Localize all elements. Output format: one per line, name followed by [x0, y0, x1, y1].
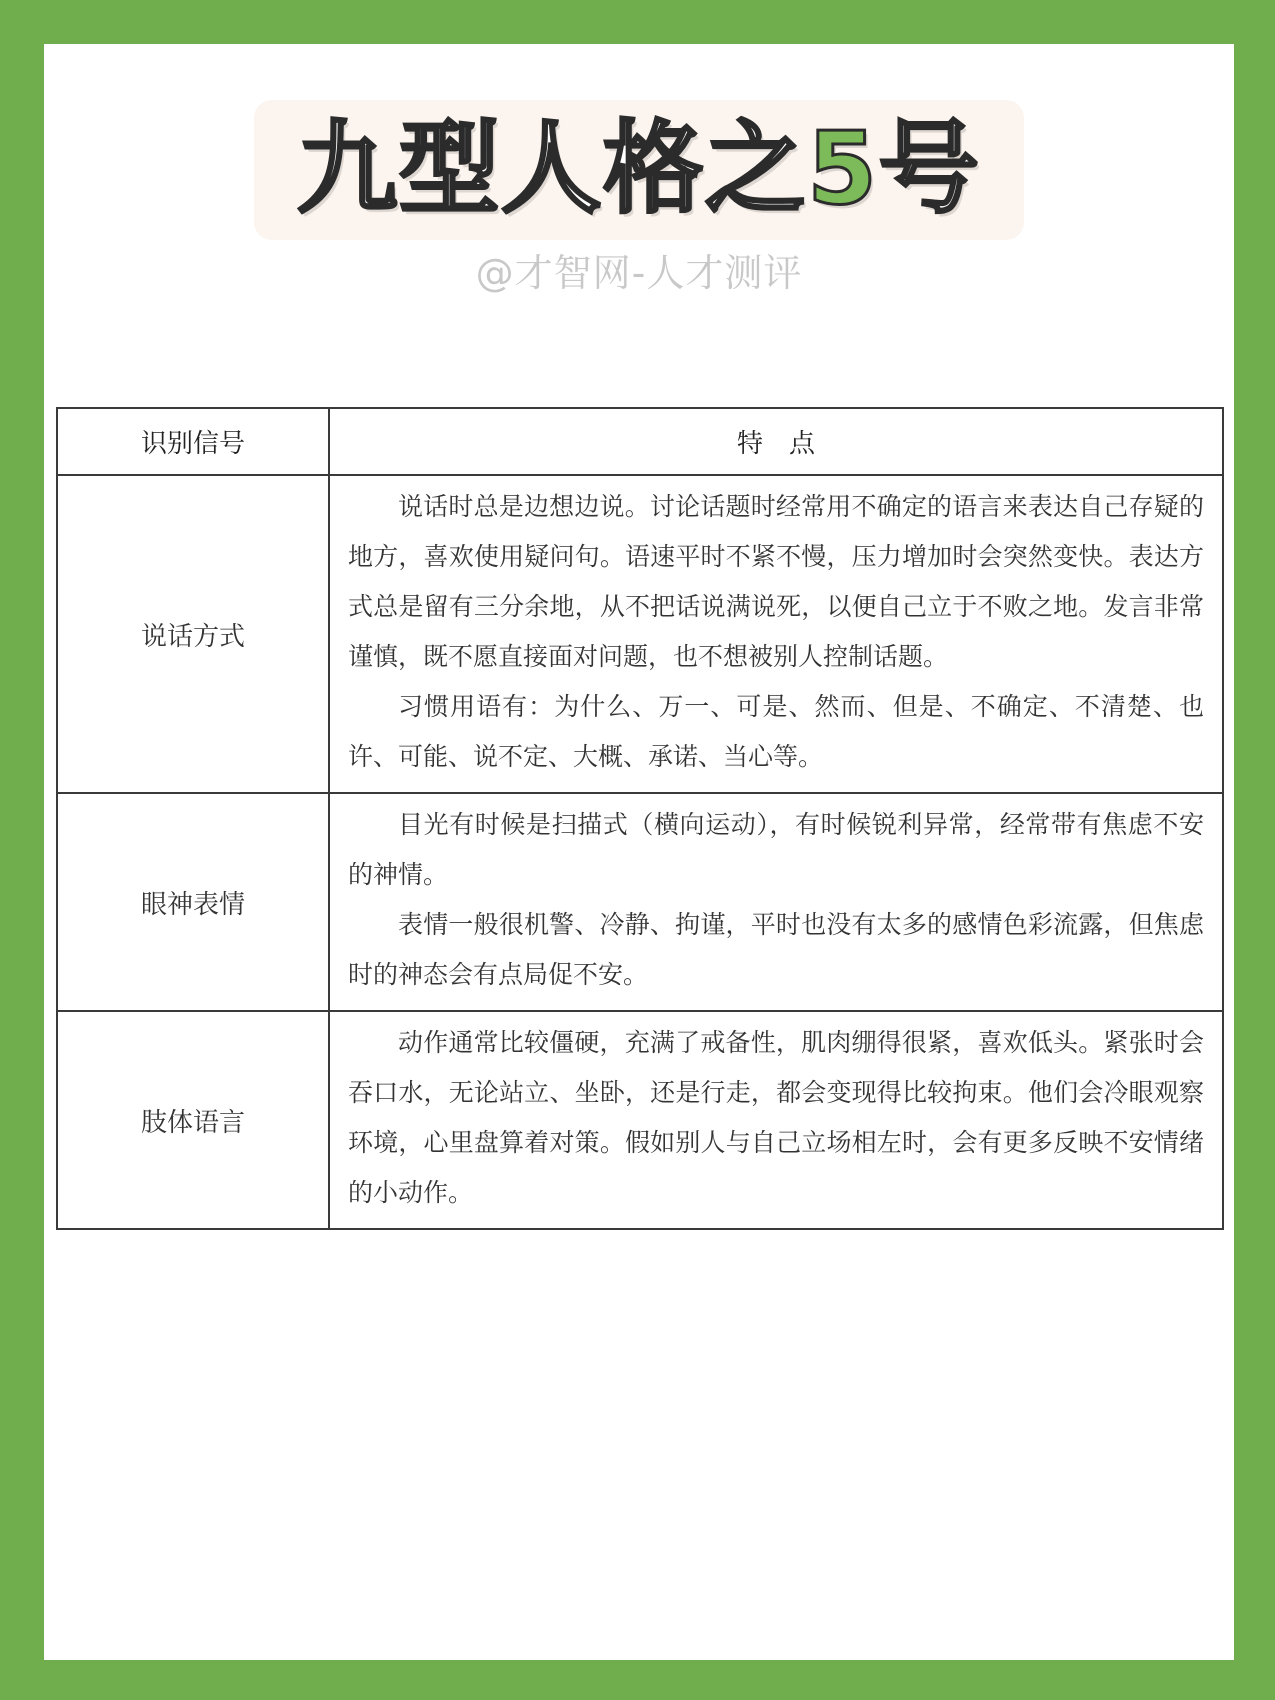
- watermark-credit: @才智网-人才测评: [475, 251, 803, 295]
- trait-table: [56, 407, 1224, 1230]
- paragraph: 目光有时候是扫描式（横向运动），有时候锐利异常，经常带有焦虑不安的神情。: [348, 810, 1204, 889]
- paragraph: 习惯用语有：为什么、万一、可是、然而、但是、不确定、不清楚、也许、可能、说不定、大概、承诺、当心等。: [348, 692, 1204, 771]
- table-row: [57, 475, 1223, 793]
- paragraph: 动作通常比较僵硬，充满了戒备性，肌肉绷得很紧，喜欢低头。紧张时会吞口水，无论站立、坐卧，还是行走，都会变现得比较拘束。他们会冷眼观察环境，心里盘算着对策。假如别人与自己立场相左时，会有更多反映不安情绪的小动作。: [348, 1028, 1204, 1207]
- content-card: [44, 44, 1234, 1660]
- row-content-expression: [329, 793, 1223, 1011]
- row-content-speech: [329, 475, 1223, 793]
- row-label-speech: 说话方式: [57, 475, 329, 793]
- row-label-expression: 眼神表情: [57, 793, 329, 1011]
- header-signal: 识别信号: [57, 408, 329, 475]
- page-title: [297, 110, 981, 227]
- title-banner: [254, 100, 1024, 240]
- table-row: [57, 1011, 1223, 1229]
- header-traits: 特 点: [329, 408, 1223, 475]
- row-content-body-language: [329, 1011, 1223, 1229]
- title-number: 5: [807, 110, 879, 227]
- table-row: [57, 793, 1223, 1011]
- title-text: 九型人格之: [297, 110, 808, 227]
- row-label-body-language: 肢体语言: [57, 1011, 329, 1229]
- paragraph: 表情一般很机警、冷静、拘谨，平时也没有太多的感情色彩流露，但焦虑时的神态会有点局促不安。: [348, 910, 1204, 989]
- title-suffix: 号: [878, 110, 981, 227]
- table-header-row: [57, 408, 1223, 475]
- paragraph: 说话时总是边想边说。讨论话题时经常用不确定的语言来表达自己存疑的地方，喜欢使用疑问句。语速平时不紧不慢，压力增加时会突然变快。表达方式总是留有三分余地，从不把话说满说死，以便自己立于不败之地。发言非常谨慎，既不愿直接面对问题，也不想被别人控制话题。: [348, 492, 1204, 671]
